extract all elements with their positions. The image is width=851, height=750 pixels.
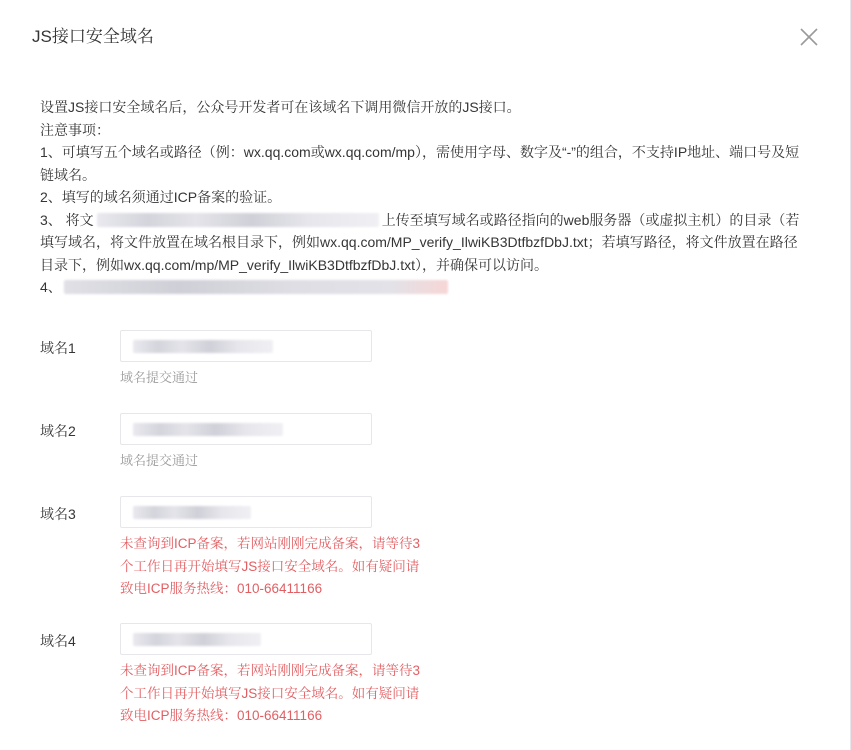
note-3-prefix: 3、 将文: [40, 211, 94, 228]
domain-input-1[interactable]: [120, 330, 372, 362]
note-3: [40, 209, 810, 277]
note-3-suffix: 上传至填写域名或路径指向的web服务器（或虚拟主机）的目录（若填写域名，将文件放置在域名根目录下，例如wx.qq.com/MP_verify_IlwiKB3DtfbzfDbJ.txt；若填写路径，将文件放置在路径目录下，例如wx.qq.com/mp/MP_verify_IlwiKB3DtfbzfDbJ.txt），并确保可以访问。: [40, 211, 800, 273]
intro-text: 设置JS接口安全域名后，公众号开发者可在该域名下调用微信开放的JS接口。: [40, 99, 521, 115]
domain-input-3[interactable]: [120, 496, 372, 528]
field-error: 未查询到ICP备案，若网站刚刚完成备案，请等待3个工作日再开始填写JS接口安全域名。如有疑问请致电ICP服务热线：010-66411166: [120, 663, 421, 723]
note-4: [40, 276, 810, 299]
redacted-filename: [97, 213, 379, 227]
close-icon: [796, 24, 822, 50]
field-status: 域名提交通过: [120, 453, 199, 468]
field-label: 域名3: [40, 506, 76, 522]
field-status: 域名提交通过: [120, 370, 199, 385]
field-error: 未查询到ICP备案，若网站刚刚完成备案，请等待3个工作日再开始填写JS接口安全域名。如有疑问请致电ICP服务热线：010-66411166: [120, 536, 421, 596]
dialog-title: JS接口安全域名: [32, 27, 154, 46]
redacted-domain: [133, 633, 261, 646]
field-label: 域名4: [40, 633, 76, 649]
redacted-domain: [133, 340, 273, 353]
note-4-prefix: 4、: [40, 279, 62, 295]
notes-title: 注意事项：: [40, 121, 110, 138]
instructions: [40, 96, 810, 299]
domain-input-2[interactable]: [120, 413, 372, 445]
field-label: 域名1: [40, 340, 76, 356]
note-2: 2、填写的域名须通过ICP备案的验证。: [40, 189, 282, 205]
domain-input-4[interactable]: [120, 623, 372, 655]
redacted-note-4: [64, 280, 448, 294]
close-button[interactable]: [796, 24, 822, 50]
note-1: 1、可填写五个域名或路径（例：wx.qq.com或wx.qq.com/mp），需使用字母、数字及“-”的组合，不支持IP地址、端口号及短链域名。: [40, 144, 800, 183]
redacted-domain: [133, 506, 251, 519]
redacted-domain: [133, 423, 283, 436]
field-label: 域名2: [40, 423, 76, 439]
